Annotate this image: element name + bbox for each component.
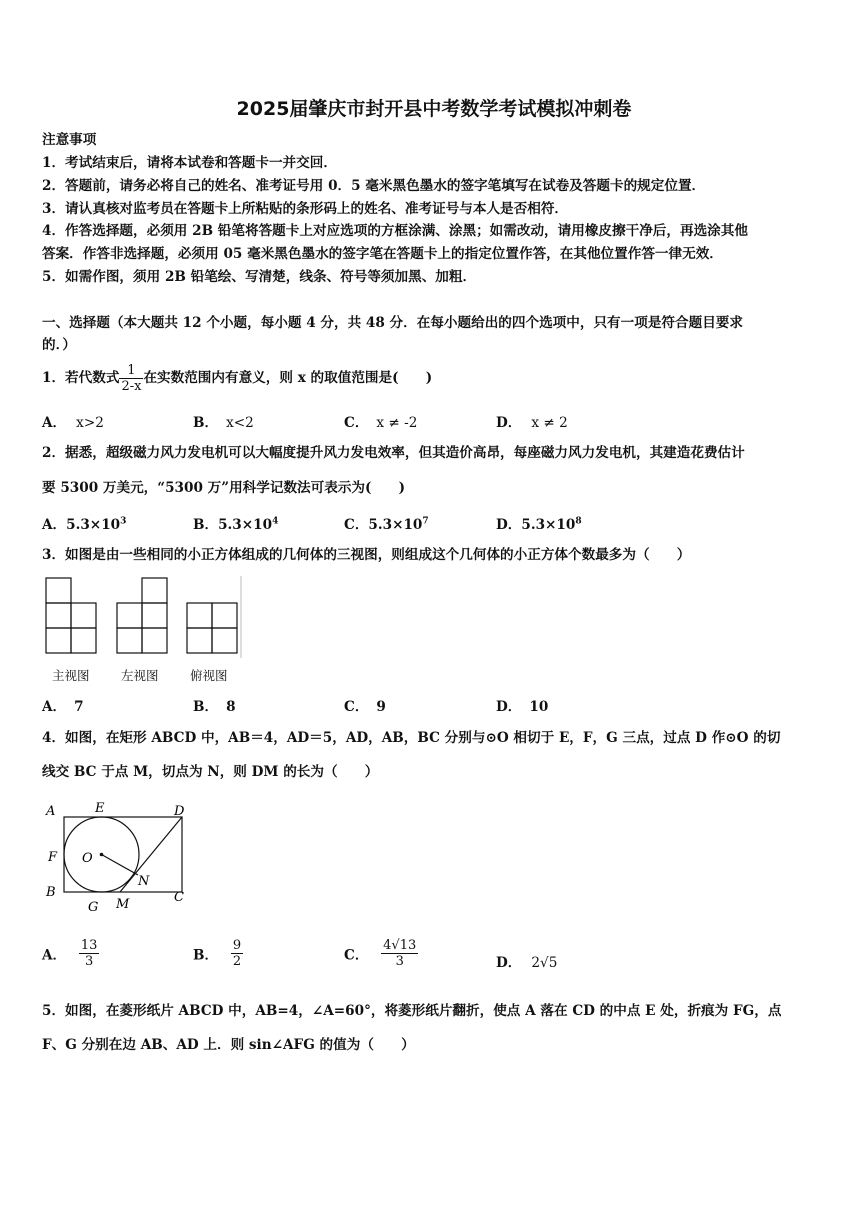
notice-item: 5．如需作图，须用 2B 铅笔绘、写清楚，线条、符号等须加黑、加粗． bbox=[42, 269, 477, 285]
fraction-denominator: 3 bbox=[381, 953, 418, 969]
fraction-numerator: 13 bbox=[80, 938, 98, 953]
question-4-line2: 线交 BC 于点 M，切点为 N，则 DM 的长为（ ） bbox=[42, 764, 379, 780]
q2-option-d[interactable]: D．$5.3\times 10^8$ bbox=[496, 516, 582, 533]
section-heading-cont: 的．） bbox=[42, 337, 76, 353]
q3-option-b[interactable]: B． 8 bbox=[193, 699, 236, 715]
q1-option-c[interactable]: C． x ≠ -2 bbox=[344, 415, 418, 431]
question-3: 3．如图是由一些相同的小正方体组成的几何体的三视图，则组成这个几何体的小正方体个数最多为（ ） bbox=[42, 547, 691, 563]
question-2-line1: 2．据悉，超级磁力风力发电机可以大幅度提升风力发电效率，但其造价高昂，每座磁力风力发电机，其建造花费估计 bbox=[42, 445, 745, 461]
rectangle-circle-figure bbox=[40, 798, 200, 916]
left-view-caption: 左视图 bbox=[121, 668, 159, 683]
label-E: E bbox=[95, 801, 105, 816]
notice-item: 4．作答选择题，必须用 2B 铅笔将答题卡上对应选项的方框涂满、涂黑；如需改动，请用橡皮擦干净后，再选涂其他 bbox=[42, 223, 748, 239]
q1-option-a[interactable]: A． x>2 bbox=[42, 415, 104, 431]
q3-option-d[interactable]: D． 10 bbox=[496, 699, 549, 715]
fraction-numerator: 1 bbox=[119, 363, 143, 379]
label-A: A bbox=[46, 804, 56, 819]
label-M: M bbox=[116, 897, 130, 912]
question-4-line1: 4．如图，在矩形 ABCD 中，AB＝4，AD＝5，AD，AB，BC 分别与⊙O 相切于 E，F，G 三点，过点 D 作⊙O 的切 bbox=[42, 730, 781, 746]
section-heading: 一、选择题（本大题共 12 个小题，每小题 4 分，共 48 分．在每小题给出的四个选项中，只有一项是符合题目要求 bbox=[42, 315, 743, 331]
label-O: O bbox=[82, 851, 93, 866]
question-1 bbox=[42, 358, 432, 398]
notice-heading: 注意事项 bbox=[42, 132, 97, 148]
label-C: C bbox=[174, 890, 184, 905]
fraction bbox=[119, 363, 143, 394]
q3-option-a[interactable]: A． 7 bbox=[42, 699, 84, 715]
three-views-figure bbox=[42, 574, 242, 658]
q1-option-d[interactable]: D． x ≠ 2 bbox=[496, 415, 568, 431]
question-2-line2: 要 5300 万美元，“5300 万”用科学记数法可表示为( ) bbox=[42, 480, 406, 496]
q1-option-b[interactable]: B． x<2 bbox=[193, 415, 254, 431]
label-D: D bbox=[174, 804, 185, 819]
label-F: F bbox=[48, 850, 58, 865]
label-B: B bbox=[46, 885, 56, 900]
fraction-denominator: 2 bbox=[232, 954, 242, 969]
page-title: 2025届肇庆市封开县中考数学考试模拟冲刺卷 bbox=[236, 98, 632, 120]
question-5-line1: 5．如图，在菱形纸片 ABCD 中，AB=4，∠A=60°，将菱形纸片翻折，使点 A 落在 CD 的中点 E 处，折痕为 FG，点 bbox=[42, 1003, 782, 1019]
notice-item: 1．考试结束后，请将本试卷和答题卡一并交回． bbox=[42, 155, 337, 171]
question-1-suffix: 在实数范围内有意义，则 x 的取值范围是( ) bbox=[143, 370, 433, 386]
q2-option-c[interactable]: C．$5.3\times 10^7$ bbox=[344, 516, 429, 533]
notice-item: 答案．作答非选择题，必须用 05 毫米黑色墨水的签字笔在答题卡上的指定位置作答，在其他位置作答一律无效． bbox=[42, 246, 723, 262]
fraction-denominator: 2-x bbox=[121, 379, 142, 394]
front-view-caption: 主视图 bbox=[52, 668, 90, 683]
question-5-line2: F、G 分别在边 AB、AD 上．则 sin∠AFG 的值为（ ） bbox=[42, 1037, 415, 1053]
label-N: N bbox=[138, 874, 150, 889]
q2-option-a[interactable]: A．$5.3\times 10^3$ bbox=[42, 516, 127, 533]
q4-option-b[interactable]: B． $\frac{9}{2}$ bbox=[193, 938, 242, 969]
question-1-prefix: 1．若代数式 bbox=[42, 370, 120, 386]
q2-option-b[interactable]: B．$5.3\times 10^4$ bbox=[193, 516, 279, 533]
q4-option-d[interactable]: D． 2√5 bbox=[496, 955, 558, 971]
q4-option-a[interactable]: A． $\frac{13}{3}$ bbox=[42, 938, 98, 969]
fraction-numerator: 9 bbox=[232, 938, 242, 953]
q4-option-c[interactable]: C． $\frac{4√13}{3}$ bbox=[344, 938, 417, 969]
fraction-numerator: 4√13 bbox=[383, 938, 417, 953]
q3-option-c[interactable]: C． 9 bbox=[344, 699, 386, 715]
top-view-caption: 俯视图 bbox=[190, 668, 228, 683]
notice-item: 3．请认真核对监考员在答题卡上所粘贴的条形码上的姓名、准考证号与本人是否相符． bbox=[42, 201, 569, 217]
notice-item: 2．答题前，请务必将自己的姓名、准考证号用 0．5 毫米黑色墨水的签字笔填写在试卷及答题卡的规定位置． bbox=[42, 178, 706, 194]
fraction-denominator: 3 bbox=[79, 953, 100, 969]
label-G: G bbox=[88, 900, 99, 915]
